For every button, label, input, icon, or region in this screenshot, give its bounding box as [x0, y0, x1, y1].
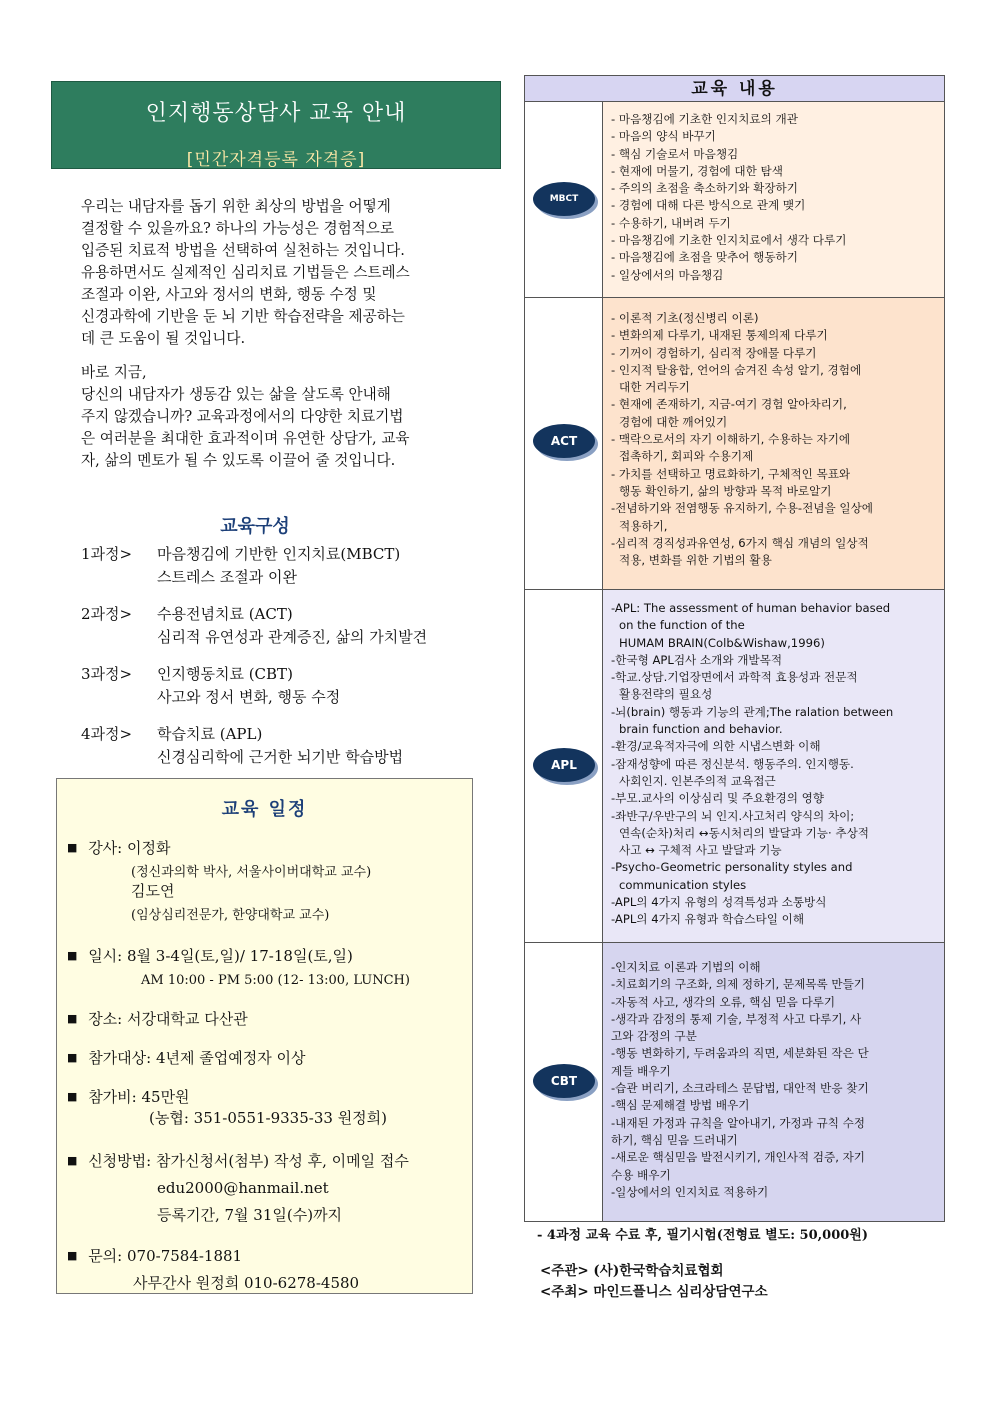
list-item: -치료회기의 구조화, 의제 정하기, 문제목록 만들기: [611, 977, 865, 992]
course-list: [81, 543, 501, 783]
list-item: 활용전략의 필요성: [619, 687, 713, 702]
list-item: -자동적 사고, 생각의 오류, 핵심 믿음 다루기: [611, 994, 836, 1009]
intro-line: 바로 지금,: [81, 364, 147, 381]
list-item: - 가치를 선택하고 명료화하기, 구체적인 목표와: [611, 466, 851, 481]
place-label: 장소: 서강대학교 다산관: [88, 1010, 248, 1028]
course-number: 2과정>: [81, 605, 133, 623]
act-badge: ACT: [533, 424, 595, 458]
list-item: -좌반구/우반구의 뇌 인지.사고처리 양식의 차이;: [611, 808, 855, 823]
target-line: [67, 1047, 305, 1069]
email-link[interactable]: edu2000@hanmail.net: [157, 1179, 329, 1197]
list-item: -환경/교육적자극에 의한 시냅스변화 이해: [611, 739, 821, 754]
list-item: - 이론적 기초(정신병리 이론): [611, 311, 759, 325]
course-subtitle: 사고와 정서 변화, 행동 수정: [157, 688, 341, 706]
act-content: [603, 298, 944, 589]
composition-heading: 교육구성: [220, 516, 290, 537]
instructor2-name: 김도연: [131, 882, 175, 900]
list-item: -부모.교사의 이상심리 및 주요환경의 영향: [611, 791, 825, 806]
list-item: -행동 변화하기, 두려움과의 직면, 세분화된 작은 단: [611, 1046, 869, 1061]
list-item: 수용 배우기: [611, 1167, 671, 1182]
list-item: on the function of the: [619, 618, 745, 633]
page-subtitle: [민간자격등록 자격증]: [186, 150, 366, 170]
act-label-cell: [525, 298, 603, 589]
intro-text: [81, 196, 481, 472]
schedule-box: [56, 778, 473, 1294]
list-item: 대한 거리두기: [619, 380, 690, 395]
bullet-icon: ■: [67, 1051, 78, 1064]
apl-row: [525, 590, 944, 943]
list-item: -심리적 경직성과유연성, 6가지 핵심 개념의 일상적: [611, 535, 869, 550]
course-number: 4과정>: [81, 725, 133, 743]
intro-line: 유용하면서도 실제적인 심리치료 기법들은 스트레스: [81, 264, 410, 281]
list-item: -APL의 4가지 유형의 성격특성과 소통방식: [611, 895, 827, 910]
intro-paragraph-1: [81, 196, 481, 350]
list-item: - 마음챙김에 초점을 맞추어 행동하기: [611, 250, 798, 265]
course-subtitle: 신경심리학에 근거한 뇌기반 학습방법: [157, 748, 404, 766]
fee-label: 참가비: 45만원: [88, 1088, 190, 1106]
contact2-line: 사무간사 원정희 010-6278-4580: [133, 1274, 360, 1292]
host-line: <주관> (사)한국학습치료협회: [540, 1263, 724, 1279]
cbt-content: [603, 943, 944, 1221]
course-title: 마음챙김에 기반한 인지치료(MBCT): [157, 545, 401, 563]
course-item: [81, 543, 501, 589]
course-subtitle: 심리적 유연성과 관계증진, 삶의 가치발견: [157, 628, 428, 646]
instructor-label: 강사: 이정화: [88, 839, 171, 857]
list-item: - 일상에서의 마음챙김: [611, 267, 724, 282]
mbct-label-cell: [525, 102, 603, 297]
list-item: 사회인지. 인본주의적 교육접근: [619, 773, 776, 788]
list-item: - 핵심 기술로서 마음챙김: [611, 146, 739, 161]
list-item: - 마음챙김에 기초한 인지치료의 개관: [611, 112, 798, 126]
list-item: -잠재성향에 따른 정신분석. 행동주의. 인지행동.: [611, 756, 854, 771]
mbct-badge: MBCT: [533, 182, 595, 216]
list-item: -APL: The assessment of human behavior based: [611, 601, 891, 615]
list-item: 적용하기,: [619, 518, 668, 533]
list-item: - 수용하기, 내버려 두기: [611, 215, 731, 230]
bullet-icon: ■: [67, 949, 78, 962]
course-description: [157, 723, 403, 769]
list-item: brain function and behavior.: [619, 722, 783, 737]
course-title: 인지행동치료 (CBT): [157, 665, 293, 683]
intro-paragraph-2: [81, 362, 481, 472]
list-item: 사고 ↔ 구체적 사고 발달과 기능: [619, 843, 782, 858]
course-item: [81, 603, 501, 649]
schedule-heading: 교육 일정: [221, 799, 308, 820]
course-title: 수용전념치료 (ACT): [157, 605, 293, 623]
list-item: HUMAM BRAIN(Colb&Wishaw,1996): [619, 635, 825, 650]
list-item: -일상에서의 인지치료 적용하기: [611, 1184, 769, 1199]
intro-line: 자, 삶의 멘토가 될 수 있도록 이끌어 줄 것입니다.: [81, 452, 396, 469]
mbct-content: [603, 102, 944, 297]
time-line: AM 10:00 - PM 5:00 (12- 13:00, LUNCH): [141, 973, 410, 988]
instructor2-note: (임상심리전문가, 한양대학교 교수): [131, 908, 330, 923]
page-title: 인지행동상담사 교육 안내: [145, 101, 407, 126]
intro-line: 데 큰 도움이 될 것입니다.: [81, 330, 246, 347]
list-item: 연속(순차)처리 ↔동시처리의 발달과 기능· 추상적: [619, 825, 869, 840]
bullet-icon: ■: [67, 1154, 78, 1167]
instructor1-note: (정신과의학 박사, 서울사이버대학교 교수): [131, 865, 372, 880]
list-item: - 인지적 탈융합, 언어의 숨겨진 속성 알기, 경험에: [611, 362, 862, 377]
apl-badge: APL: [533, 748, 595, 782]
intro-line: 결정할 수 있을까요? 하나의 가능성은 경험적으로: [81, 220, 394, 237]
cbt-label-cell: [525, 943, 603, 1221]
list-item: - 기꺼이 경험하기, 심리적 장애물 다루기: [611, 345, 817, 360]
title-banner: [51, 81, 501, 169]
list-item: 적용, 변화를 위한 기법의 활용: [619, 553, 772, 568]
content-header: 교육 내용: [525, 76, 944, 102]
exam-note: - 4과정 교육 수료 후, 필기시험(전형료 별도: 50,000원): [537, 1228, 868, 1243]
list-item: -새로운 핵심믿음 발전시키기, 개인사적 검증, 자기: [611, 1150, 865, 1165]
course-description: [157, 603, 427, 649]
course-number: 1과정>: [81, 545, 133, 563]
intro-line: 당신의 내담자가 생동감 있는 삶을 살도록 안내해: [81, 386, 391, 403]
list-item: -뇌(brain) 행동과 기능의 관계;The ralation between: [611, 704, 894, 719]
bullet-icon: ■: [67, 1249, 78, 1262]
act-row: [525, 298, 944, 590]
list-item: - 변화의제 다루기, 내재된 통제의제 다루기: [611, 328, 828, 343]
target-label: 참가대상: 4년제 졸업예정자 이상: [88, 1049, 306, 1067]
list-item: -내재된 가정과 규칙을 알아내기, 가정과 규칙 수정: [611, 1115, 865, 1130]
bullet-icon: ■: [67, 841, 78, 854]
organizer-line: <주최> 마인드플니스 심리상담연구소: [540, 1284, 768, 1300]
list-item: 경험에 대한 깨어있기: [619, 414, 728, 429]
bullet-icon: ■: [67, 1012, 78, 1025]
list-item: - 마음챙김에 기초한 인지치료에서 생각 다루기: [611, 233, 847, 248]
fee-line: [67, 1086, 190, 1108]
list-item: -생각과 감정의 통제 기술, 부정적 사고 다루기, 사: [611, 1011, 862, 1026]
intro-line: 조절과 이완, 사고와 정서의 변화, 행동 수정 및: [81, 286, 377, 303]
intro-line: 신경과학에 기반을 둔 뇌 기반 학습전략을 제공하는: [81, 308, 405, 325]
list-item: -APL의 4가지 유형과 학습스타일 이해: [611, 912, 805, 927]
list-item: 계들 배우기: [611, 1063, 671, 1078]
mbct-row: [525, 102, 944, 298]
contact-line: [67, 1245, 242, 1267]
content-table: [524, 75, 945, 1222]
list-item: -학교.상담.기업장면에서 과학적 효용성과 전문적: [611, 670, 858, 685]
date-label: 일시: 8월 3-4일(토,일)/ 17-18일(토,일): [88, 947, 353, 965]
list-item: - 주의의 초점을 축소하기와 확장하기: [611, 181, 798, 196]
cbt-badge: CBT: [533, 1064, 595, 1098]
instructor-line: [67, 837, 170, 859]
list-item: communication styles: [619, 877, 747, 892]
deadline-line: 등록기간, 7월 31일(수)까지: [157, 1206, 343, 1224]
bullet-icon: ■: [67, 1090, 78, 1103]
list-item: 접촉하기, 회피와 수용기제: [619, 449, 754, 464]
apply-line: [67, 1150, 409, 1172]
list-item: - 경험에 대해 다른 방식으로 관계 맺기: [611, 198, 806, 213]
list-item: -인지치료 이론과 기법의 이해: [611, 960, 761, 974]
contact-label: 문의: 070-7584-1881: [88, 1247, 243, 1265]
list-item: -핵심 문제해결 방법 배우기: [611, 1098, 750, 1113]
list-item: 하기, 핵심 믿음 드러내기: [611, 1132, 738, 1147]
list-item: - 마음의 양식 바꾸기: [611, 129, 716, 144]
course-subtitle: 스트레스 조절과 이완: [157, 568, 297, 586]
cbt-row: [525, 943, 944, 1221]
intro-line: 은 여러분을 최대한 효과적이며 유연한 상담가, 교육: [81, 430, 410, 447]
course-item: [81, 663, 501, 709]
place-line: [67, 1008, 248, 1030]
list-item: - 현재에 머물기, 경험에 대한 탐색: [611, 163, 783, 178]
list-item: 고와 감정의 구분: [611, 1029, 697, 1044]
apply-label: 신청방법: 참가신청서(첨부) 작성 후, 이메일 접수: [88, 1152, 409, 1170]
list-item: 행동 확인하기, 삶의 방향과 목적 바로알기: [619, 483, 832, 498]
intro-line: 주지 않겠습니까? 교육과정에서의 다양한 치료기법: [81, 408, 404, 425]
course-description: [157, 543, 400, 589]
list-item: - 맥락으로서의 자기 이해하기, 수용하는 자기에: [611, 432, 851, 447]
course-title: 학습치료 (APL): [157, 725, 263, 743]
apl-label-cell: [525, 590, 603, 942]
list-item: -습관 버리기, 소크라테스 문답법, 대안적 반응 찾기: [611, 1081, 869, 1096]
course-number: 3과정>: [81, 665, 133, 683]
date-line: [67, 945, 353, 967]
intro-line: 입증된 치료적 방법을 선택하여 실천하는 것입니다.: [81, 242, 405, 259]
course-item: [81, 723, 501, 769]
course-description: [157, 663, 340, 709]
account-line: (농협: 351-0551-9335-33 원정희): [149, 1109, 388, 1127]
list-item: - 현재에 존재하기, 지금-여기 경험 알아차리기,: [611, 397, 847, 412]
list-item: -한국형 APL검사 소개와 개발목적: [611, 652, 783, 667]
intro-line: 우리는 내담자를 돕기 위한 최상의 방법을 어떻게: [81, 198, 391, 215]
list-item: -Psycho-Geometric personality styles and: [611, 860, 853, 875]
list-item: -전념하기와 전염행동 유지하기, 수용-전념을 일상에: [611, 501, 873, 516]
apl-content: [603, 590, 944, 942]
